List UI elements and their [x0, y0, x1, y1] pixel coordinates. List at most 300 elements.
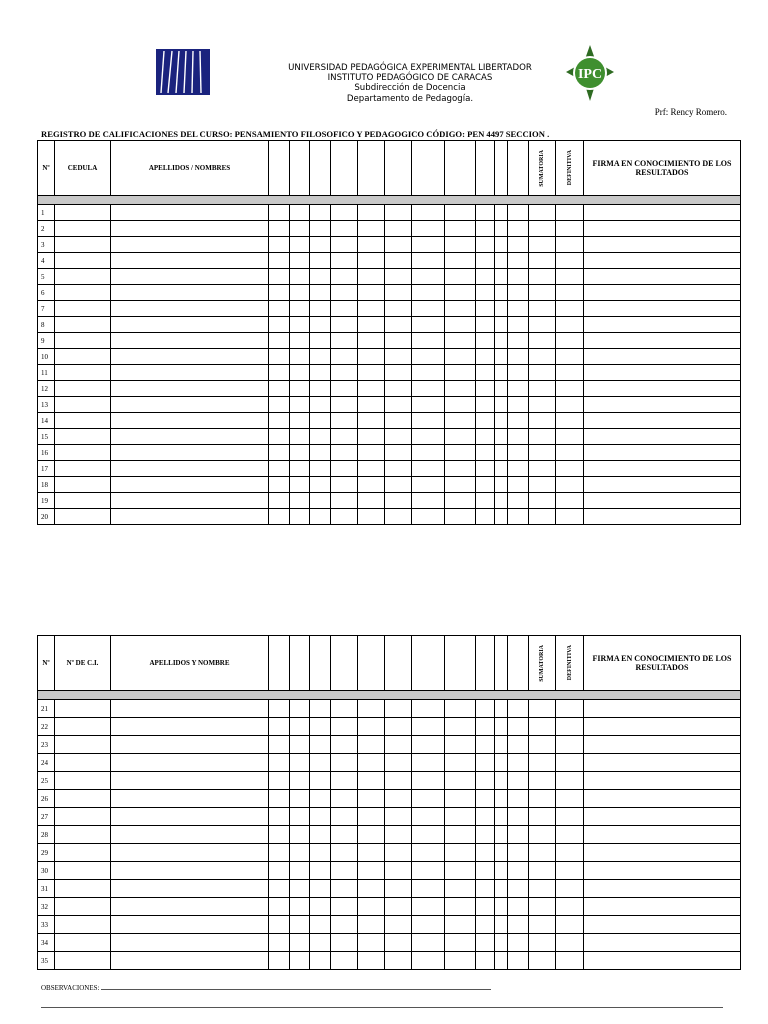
- grade-cell[interactable]: [385, 808, 412, 826]
- grade-cell[interactable]: [412, 880, 445, 898]
- grade-cell[interactable]: [412, 700, 445, 718]
- grade-cell[interactable]: [358, 700, 385, 718]
- grade-cell[interactable]: [385, 429, 412, 445]
- grade-cell[interactable]: [556, 285, 584, 301]
- grade-cell[interactable]: [445, 898, 476, 916]
- grade-cell[interactable]: [529, 790, 556, 808]
- grade-cell[interactable]: [584, 700, 741, 718]
- grade-cell[interactable]: [445, 301, 476, 317]
- grade-cell[interactable]: [358, 826, 385, 844]
- grade-cell[interactable]: [529, 493, 556, 509]
- grade-cell[interactable]: [412, 808, 445, 826]
- grade-cell[interactable]: [385, 700, 412, 718]
- grade-cell[interactable]: [529, 916, 556, 934]
- grade-cell[interactable]: [508, 333, 529, 349]
- grade-cell[interactable]: [310, 880, 331, 898]
- grade-cell[interactable]: [584, 493, 741, 509]
- observations-line[interactable]: [101, 983, 491, 990]
- grade-cell[interactable]: [385, 844, 412, 862]
- grade-cell[interactable]: [269, 477, 290, 493]
- grade-cell[interactable]: [445, 381, 476, 397]
- grade-cell[interactable]: [412, 790, 445, 808]
- grade-cell[interactable]: [529, 429, 556, 445]
- grade-cell[interactable]: [310, 934, 331, 952]
- grade-cell[interactable]: [495, 736, 508, 754]
- grade-cell[interactable]: [495, 381, 508, 397]
- grade-cell[interactable]: [476, 253, 495, 269]
- grade-cell[interactable]: [55, 772, 111, 790]
- grade-cell[interactable]: [385, 509, 412, 525]
- grade-cell[interactable]: [508, 253, 529, 269]
- grade-cell[interactable]: [476, 862, 495, 880]
- grade-cell[interactable]: [111, 790, 269, 808]
- grade-cell[interactable]: [584, 477, 741, 493]
- grade-cell[interactable]: [495, 205, 508, 221]
- grade-cell[interactable]: [445, 952, 476, 970]
- grade-cell[interactable]: [495, 808, 508, 826]
- grade-cell[interactable]: [495, 916, 508, 934]
- grade-cell[interactable]: [55, 333, 111, 349]
- grade-cell[interactable]: [495, 253, 508, 269]
- grade-cell[interactable]: [331, 790, 358, 808]
- grade-cell[interactable]: [290, 461, 310, 477]
- grade-cell[interactable]: [290, 718, 310, 736]
- grade-cell[interactable]: [358, 349, 385, 365]
- grade-cell[interactable]: [556, 916, 584, 934]
- grade-cell[interactable]: [495, 237, 508, 253]
- grade-cell[interactable]: [269, 790, 290, 808]
- grade-cell[interactable]: [269, 844, 290, 862]
- grade-cell[interactable]: [385, 253, 412, 269]
- grade-cell[interactable]: [331, 301, 358, 317]
- grade-cell[interactable]: [358, 381, 385, 397]
- grade-cell[interactable]: [508, 826, 529, 844]
- grade-cell[interactable]: [310, 772, 331, 790]
- grade-cell[interactable]: [529, 317, 556, 333]
- grade-cell[interactable]: [310, 205, 331, 221]
- grade-cell[interactable]: [445, 317, 476, 333]
- grade-cell[interactable]: [269, 952, 290, 970]
- grade-cell[interactable]: [529, 397, 556, 413]
- grade-cell[interactable]: [111, 285, 269, 301]
- grade-cell[interactable]: [412, 237, 445, 253]
- grade-cell[interactable]: [269, 333, 290, 349]
- grade-cell[interactable]: [476, 365, 495, 381]
- grade-cell[interactable]: [476, 381, 495, 397]
- grade-cell[interactable]: [508, 445, 529, 461]
- grade-cell[interactable]: [445, 772, 476, 790]
- grade-cell[interactable]: [55, 237, 111, 253]
- grade-cell[interactable]: [476, 429, 495, 445]
- grade-cell[interactable]: [495, 301, 508, 317]
- grade-cell[interactable]: [310, 429, 331, 445]
- grade-cell[interactable]: [331, 381, 358, 397]
- grade-cell[interactable]: [476, 413, 495, 429]
- grade-cell[interactable]: [290, 253, 310, 269]
- grade-cell[interactable]: [111, 429, 269, 445]
- grade-cell[interactable]: [445, 269, 476, 285]
- grade-cell[interactable]: [445, 285, 476, 301]
- grade-cell[interactable]: [508, 916, 529, 934]
- grade-cell[interactable]: [495, 493, 508, 509]
- grade-cell[interactable]: [310, 365, 331, 381]
- grade-cell[interactable]: [412, 269, 445, 285]
- grade-cell[interactable]: [310, 844, 331, 862]
- grade-cell[interactable]: [385, 862, 412, 880]
- grade-cell[interactable]: [358, 509, 385, 525]
- grade-cell[interactable]: [290, 285, 310, 301]
- grade-cell[interactable]: [111, 445, 269, 461]
- grade-cell[interactable]: [290, 333, 310, 349]
- grade-cell[interactable]: [310, 349, 331, 365]
- grade-cell[interactable]: [385, 365, 412, 381]
- grade-cell[interactable]: [476, 477, 495, 493]
- grade-cell[interactable]: [358, 429, 385, 445]
- grade-cell[interactable]: [55, 301, 111, 317]
- grade-cell[interactable]: [269, 381, 290, 397]
- grade-cell[interactable]: [358, 934, 385, 952]
- grade-cell[interactable]: [385, 397, 412, 413]
- grade-cell[interactable]: [310, 317, 331, 333]
- grade-cell[interactable]: [358, 880, 385, 898]
- grade-cell[interactable]: [331, 700, 358, 718]
- grade-cell[interactable]: [445, 413, 476, 429]
- grade-cell[interactable]: [412, 754, 445, 772]
- grade-cell[interactable]: [331, 253, 358, 269]
- grade-cell[interactable]: [495, 754, 508, 772]
- grade-cell[interactable]: [331, 317, 358, 333]
- grade-cell[interactable]: [385, 317, 412, 333]
- grade-cell[interactable]: [111, 493, 269, 509]
- grade-cell[interactable]: [412, 461, 445, 477]
- grade-cell[interactable]: [476, 205, 495, 221]
- grade-cell[interactable]: [412, 477, 445, 493]
- grade-cell[interactable]: [290, 221, 310, 237]
- grade-cell[interactable]: [508, 477, 529, 493]
- grade-cell[interactable]: [508, 429, 529, 445]
- grade-cell[interactable]: [529, 237, 556, 253]
- grade-cell[interactable]: [310, 790, 331, 808]
- grade-cell[interactable]: [290, 934, 310, 952]
- grade-cell[interactable]: [290, 477, 310, 493]
- grade-cell[interactable]: [495, 934, 508, 952]
- grade-cell[interactable]: [412, 509, 445, 525]
- grade-cell[interactable]: [385, 221, 412, 237]
- grade-cell[interactable]: [269, 826, 290, 844]
- grade-cell[interactable]: [269, 317, 290, 333]
- grade-cell[interactable]: [495, 898, 508, 916]
- grade-cell[interactable]: [290, 429, 310, 445]
- grade-cell[interactable]: [445, 844, 476, 862]
- grade-cell[interactable]: [310, 333, 331, 349]
- grade-cell[interactable]: [385, 790, 412, 808]
- grade-cell[interactable]: [111, 826, 269, 844]
- grade-cell[interactable]: [584, 413, 741, 429]
- grade-cell[interactable]: [331, 445, 358, 461]
- grade-cell[interactable]: [290, 898, 310, 916]
- grade-cell[interactable]: [358, 790, 385, 808]
- grade-cell[interactable]: [310, 509, 331, 525]
- grade-cell[interactable]: [55, 718, 111, 736]
- grade-cell[interactable]: [508, 493, 529, 509]
- grade-cell[interactable]: [310, 269, 331, 285]
- grade-cell[interactable]: [331, 365, 358, 381]
- grade-cell[interactable]: [529, 445, 556, 461]
- grade-cell[interactable]: [358, 237, 385, 253]
- grade-cell[interactable]: [495, 413, 508, 429]
- grade-cell[interactable]: [508, 898, 529, 916]
- grade-cell[interactable]: [445, 445, 476, 461]
- grade-cell[interactable]: [55, 381, 111, 397]
- grade-cell[interactable]: [556, 862, 584, 880]
- grade-cell[interactable]: [445, 333, 476, 349]
- grade-cell[interactable]: [358, 445, 385, 461]
- grade-cell[interactable]: [358, 413, 385, 429]
- grade-cell[interactable]: [445, 461, 476, 477]
- grade-cell[interactable]: [269, 898, 290, 916]
- grade-cell[interactable]: [529, 333, 556, 349]
- grade-cell[interactable]: [529, 509, 556, 525]
- grade-cell[interactable]: [55, 736, 111, 754]
- grade-cell[interactable]: [412, 826, 445, 844]
- grade-cell[interactable]: [476, 333, 495, 349]
- grade-cell[interactable]: [55, 477, 111, 493]
- grade-cell[interactable]: [556, 477, 584, 493]
- grade-cell[interactable]: [55, 493, 111, 509]
- grade-cell[interactable]: [508, 461, 529, 477]
- grade-cell[interactable]: [111, 365, 269, 381]
- grade-cell[interactable]: [55, 509, 111, 525]
- grade-cell[interactable]: [529, 381, 556, 397]
- grade-cell[interactable]: [556, 790, 584, 808]
- grade-cell[interactable]: [495, 700, 508, 718]
- grade-cell[interactable]: [269, 237, 290, 253]
- grade-cell[interactable]: [529, 269, 556, 285]
- grade-cell[interactable]: [495, 826, 508, 844]
- grade-cell[interactable]: [111, 237, 269, 253]
- grade-cell[interactable]: [269, 772, 290, 790]
- grade-cell[interactable]: [584, 285, 741, 301]
- grade-cell[interactable]: [358, 477, 385, 493]
- grade-cell[interactable]: [55, 700, 111, 718]
- grade-cell[interactable]: [385, 205, 412, 221]
- grade-cell[interactable]: [584, 772, 741, 790]
- grade-cell[interactable]: [476, 221, 495, 237]
- grade-cell[interactable]: [556, 301, 584, 317]
- grade-cell[interactable]: [412, 429, 445, 445]
- grade-cell[interactable]: [476, 952, 495, 970]
- grade-cell[interactable]: [584, 237, 741, 253]
- grade-cell[interactable]: [495, 862, 508, 880]
- grade-cell[interactable]: [556, 700, 584, 718]
- grade-cell[interactable]: [529, 205, 556, 221]
- grade-cell[interactable]: [310, 285, 331, 301]
- grade-cell[interactable]: [269, 413, 290, 429]
- grade-cell[interactable]: [584, 736, 741, 754]
- grade-cell[interactable]: [508, 221, 529, 237]
- grade-cell[interactable]: [290, 880, 310, 898]
- grade-cell[interactable]: [385, 718, 412, 736]
- grade-cell[interactable]: [358, 365, 385, 381]
- grade-cell[interactable]: [310, 736, 331, 754]
- grade-cell[interactable]: [529, 413, 556, 429]
- grade-cell[interactable]: [584, 429, 741, 445]
- grade-cell[interactable]: [269, 445, 290, 461]
- grade-cell[interactable]: [290, 916, 310, 934]
- grade-cell[interactable]: [476, 736, 495, 754]
- grade-cell[interactable]: [556, 461, 584, 477]
- grade-cell[interactable]: [358, 862, 385, 880]
- grade-cell[interactable]: [111, 477, 269, 493]
- grade-cell[interactable]: [290, 862, 310, 880]
- grade-cell[interactable]: [331, 237, 358, 253]
- grade-cell[interactable]: [412, 301, 445, 317]
- grade-cell[interactable]: [412, 221, 445, 237]
- grade-cell[interactable]: [55, 349, 111, 365]
- grade-cell[interactable]: [385, 269, 412, 285]
- grade-cell[interactable]: [55, 269, 111, 285]
- grade-cell[interactable]: [358, 844, 385, 862]
- grade-cell[interactable]: [476, 808, 495, 826]
- grade-cell[interactable]: [358, 808, 385, 826]
- grade-cell[interactable]: [55, 397, 111, 413]
- grade-cell[interactable]: [508, 862, 529, 880]
- grade-cell[interactable]: [331, 916, 358, 934]
- grade-cell[interactable]: [556, 445, 584, 461]
- grade-cell[interactable]: [508, 718, 529, 736]
- grade-cell[interactable]: [476, 700, 495, 718]
- grade-cell[interactable]: [269, 365, 290, 381]
- grade-cell[interactable]: [111, 754, 269, 772]
- grade-cell[interactable]: [495, 365, 508, 381]
- grade-cell[interactable]: [412, 718, 445, 736]
- grade-cell[interactable]: [529, 285, 556, 301]
- grade-cell[interactable]: [529, 898, 556, 916]
- grade-cell[interactable]: [55, 862, 111, 880]
- grade-cell[interactable]: [476, 916, 495, 934]
- grade-cell[interactable]: [385, 445, 412, 461]
- grade-cell[interactable]: [269, 509, 290, 525]
- grade-cell[interactable]: [584, 397, 741, 413]
- grade-cell[interactable]: [508, 381, 529, 397]
- grade-cell[interactable]: [584, 301, 741, 317]
- grade-cell[interactable]: [495, 718, 508, 736]
- grade-cell[interactable]: [290, 301, 310, 317]
- grade-cell[interactable]: [556, 934, 584, 952]
- grade-cell[interactable]: [508, 772, 529, 790]
- grade-cell[interactable]: [331, 952, 358, 970]
- grade-cell[interactable]: [111, 772, 269, 790]
- grade-cell[interactable]: [476, 237, 495, 253]
- grade-cell[interactable]: [269, 397, 290, 413]
- grade-cell[interactable]: [331, 477, 358, 493]
- grade-cell[interactable]: [556, 397, 584, 413]
- grade-cell[interactable]: [55, 934, 111, 952]
- grade-cell[interactable]: [412, 285, 445, 301]
- grade-cell[interactable]: [290, 700, 310, 718]
- grade-cell[interactable]: [584, 445, 741, 461]
- grade-cell[interactable]: [310, 237, 331, 253]
- grade-cell[interactable]: [584, 898, 741, 916]
- grade-cell[interactable]: [508, 317, 529, 333]
- grade-cell[interactable]: [55, 221, 111, 237]
- grade-cell[interactable]: [508, 754, 529, 772]
- grade-cell[interactable]: [495, 952, 508, 970]
- grade-cell[interactable]: [290, 736, 310, 754]
- grade-cell[interactable]: [111, 317, 269, 333]
- grade-cell[interactable]: [445, 397, 476, 413]
- grade-cell[interactable]: [445, 349, 476, 365]
- grade-cell[interactable]: [269, 221, 290, 237]
- grade-cell[interactable]: [358, 269, 385, 285]
- grade-cell[interactable]: [476, 880, 495, 898]
- grade-cell[interactable]: [584, 317, 741, 333]
- grade-cell[interactable]: [556, 898, 584, 916]
- grade-cell[interactable]: [529, 301, 556, 317]
- grade-cell[interactable]: [584, 826, 741, 844]
- grade-cell[interactable]: [331, 844, 358, 862]
- grade-cell[interactable]: [290, 844, 310, 862]
- grade-cell[interactable]: [331, 333, 358, 349]
- grade-cell[interactable]: [445, 880, 476, 898]
- grade-cell[interactable]: [111, 205, 269, 221]
- grade-cell[interactable]: [508, 844, 529, 862]
- grade-cell[interactable]: [584, 381, 741, 397]
- grade-cell[interactable]: [508, 934, 529, 952]
- grade-cell[interactable]: [556, 509, 584, 525]
- grade-cell[interactable]: [269, 253, 290, 269]
- grade-cell[interactable]: [445, 790, 476, 808]
- grade-cell[interactable]: [111, 952, 269, 970]
- grade-cell[interactable]: [111, 509, 269, 525]
- grade-cell[interactable]: [556, 880, 584, 898]
- grade-cell[interactable]: [385, 301, 412, 317]
- grade-cell[interactable]: [476, 844, 495, 862]
- grade-cell[interactable]: [556, 736, 584, 754]
- grade-cell[interactable]: [584, 808, 741, 826]
- grade-cell[interactable]: [269, 461, 290, 477]
- grade-cell[interactable]: [290, 237, 310, 253]
- grade-cell[interactable]: [269, 285, 290, 301]
- grade-cell[interactable]: [111, 301, 269, 317]
- grade-cell[interactable]: [556, 754, 584, 772]
- grade-cell[interactable]: [495, 461, 508, 477]
- grade-cell[interactable]: [310, 461, 331, 477]
- grade-cell[interactable]: [111, 718, 269, 736]
- grade-cell[interactable]: [445, 477, 476, 493]
- grade-cell[interactable]: [529, 349, 556, 365]
- grade-cell[interactable]: [310, 301, 331, 317]
- grade-cell[interactable]: [584, 365, 741, 381]
- grade-cell[interactable]: [445, 700, 476, 718]
- grade-cell[interactable]: [358, 952, 385, 970]
- grade-cell[interactable]: [529, 934, 556, 952]
- grade-cell[interactable]: [111, 397, 269, 413]
- grade-cell[interactable]: [495, 317, 508, 333]
- grade-cell[interactable]: [495, 772, 508, 790]
- grade-cell[interactable]: [584, 790, 741, 808]
- grade-cell[interactable]: [358, 397, 385, 413]
- grade-cell[interactable]: [556, 808, 584, 826]
- grade-cell[interactable]: [529, 365, 556, 381]
- grade-cell[interactable]: [310, 221, 331, 237]
- grade-cell[interactable]: [584, 718, 741, 736]
- grade-cell[interactable]: [331, 754, 358, 772]
- grade-cell[interactable]: [290, 349, 310, 365]
- grade-cell[interactable]: [111, 898, 269, 916]
- grade-cell[interactable]: [584, 952, 741, 970]
- grade-cell[interactable]: [358, 718, 385, 736]
